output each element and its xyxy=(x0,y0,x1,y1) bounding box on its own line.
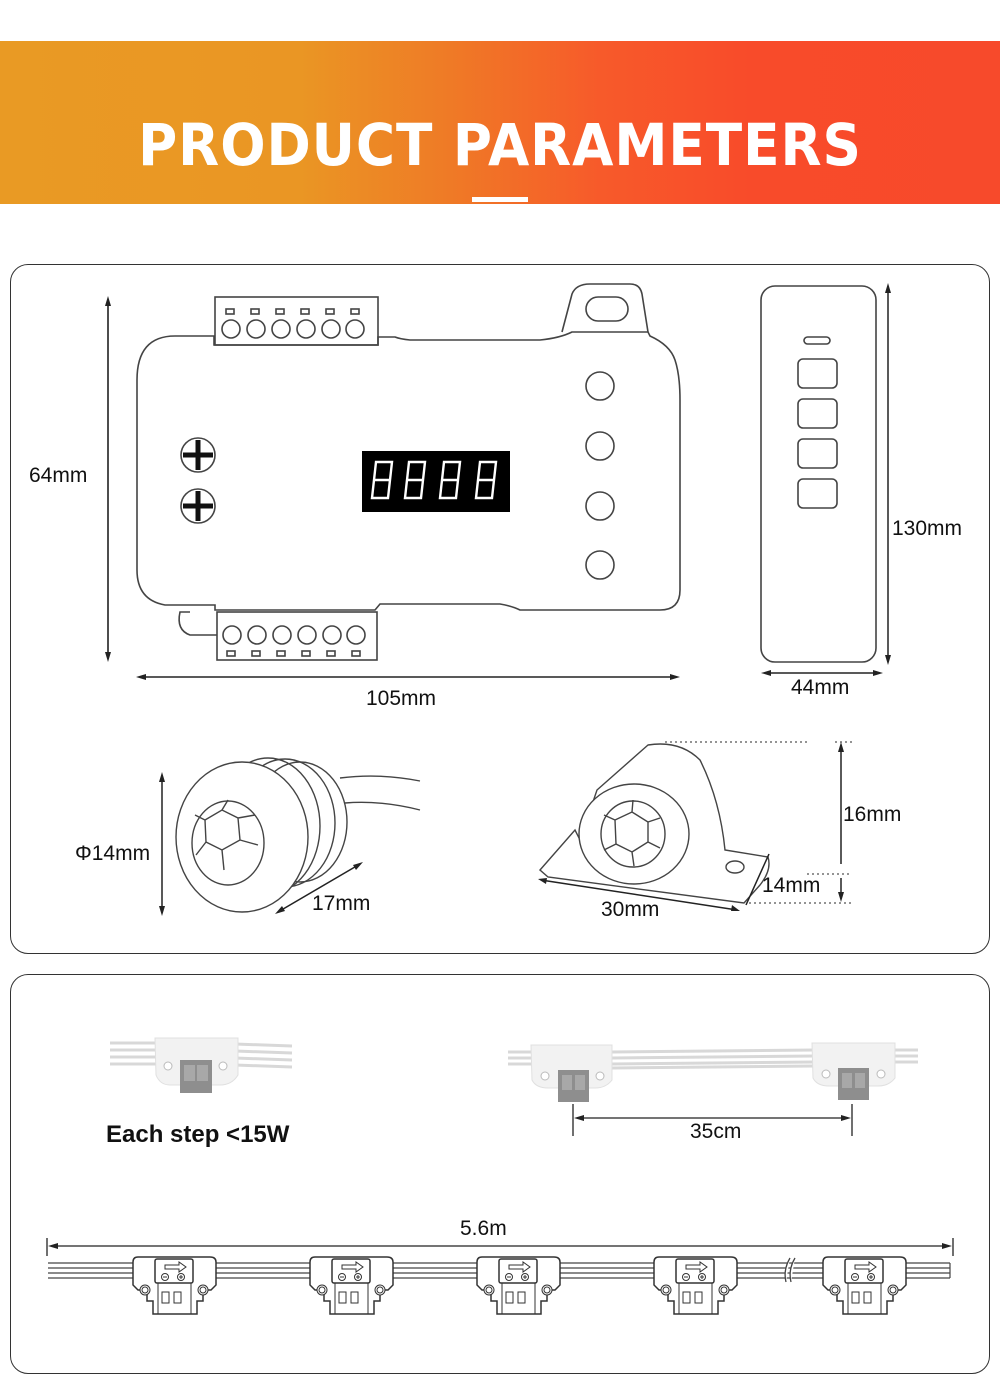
remote-height-label: 130mm xyxy=(892,517,963,540)
mount-sensor-width-label: 30mm xyxy=(601,898,660,921)
controller-height-label: 64mm xyxy=(29,464,88,487)
connector-spacing-label: 35cm xyxy=(690,1120,742,1143)
page-title: PRODUCT PARAMETERS xyxy=(138,111,862,179)
power-per-step-label: Each step <15W xyxy=(106,1121,290,1148)
round-sensor-diameter-label: Φ14mm xyxy=(75,842,151,865)
mount-sensor-depth-label: 14mm xyxy=(762,874,821,897)
controller-width-label: 105mm xyxy=(366,687,437,710)
round-sensor-depth-label: 17mm xyxy=(312,892,371,915)
mount-sensor-height-label: 16mm xyxy=(843,803,902,826)
strip-total-length-label: 5.6m xyxy=(460,1217,507,1240)
remote-width-label: 44mm xyxy=(791,676,850,699)
